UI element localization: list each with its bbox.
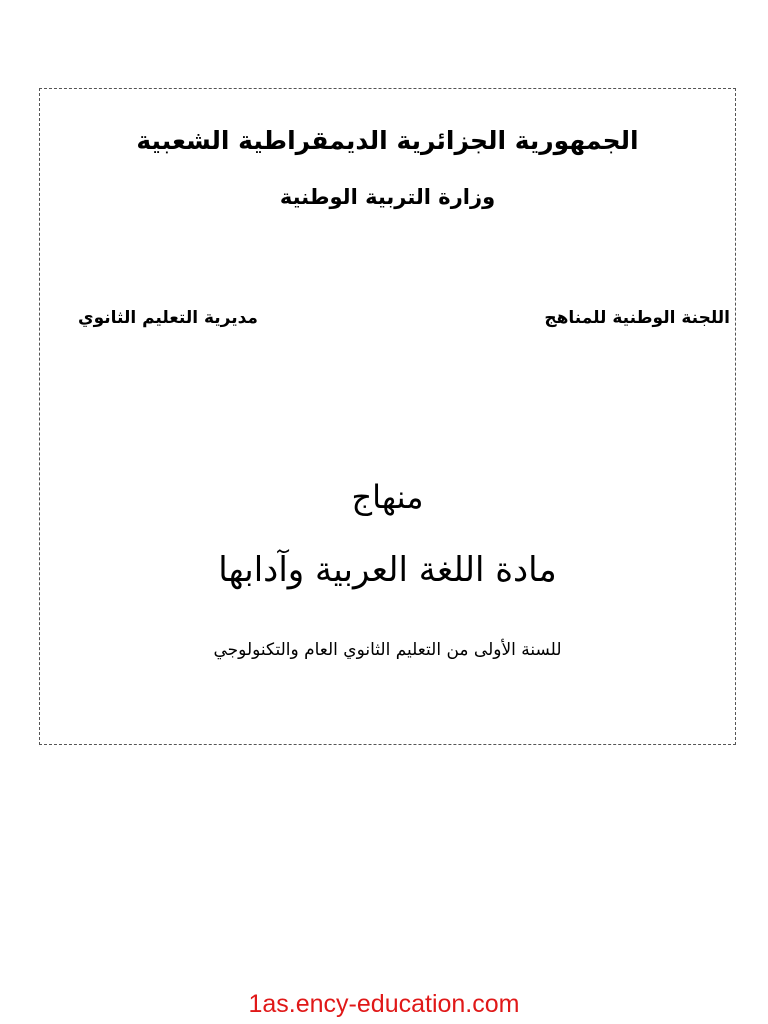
- secondary-education-directorate: مديرية التعليم الثانوي: [78, 308, 258, 328]
- grade-level: للسنة الأولى من التعليم الثانوي العام والتكنولوجي: [213, 640, 562, 660]
- ministry-title: وزارة التربية الوطنية: [279, 185, 496, 209]
- republic-title: الجمهورية الجزائرية الديمقراطية الشعبية: [136, 126, 639, 155]
- subject-title: مادة اللغة العربية وآدابها: [218, 550, 557, 590]
- curriculum-heading: منهاج: [351, 478, 424, 516]
- curriculum-committee: اللجنة الوطنية للمناهج: [544, 308, 730, 328]
- website-watermark[interactable]: 1as.ency-education.com: [248, 990, 520, 1018]
